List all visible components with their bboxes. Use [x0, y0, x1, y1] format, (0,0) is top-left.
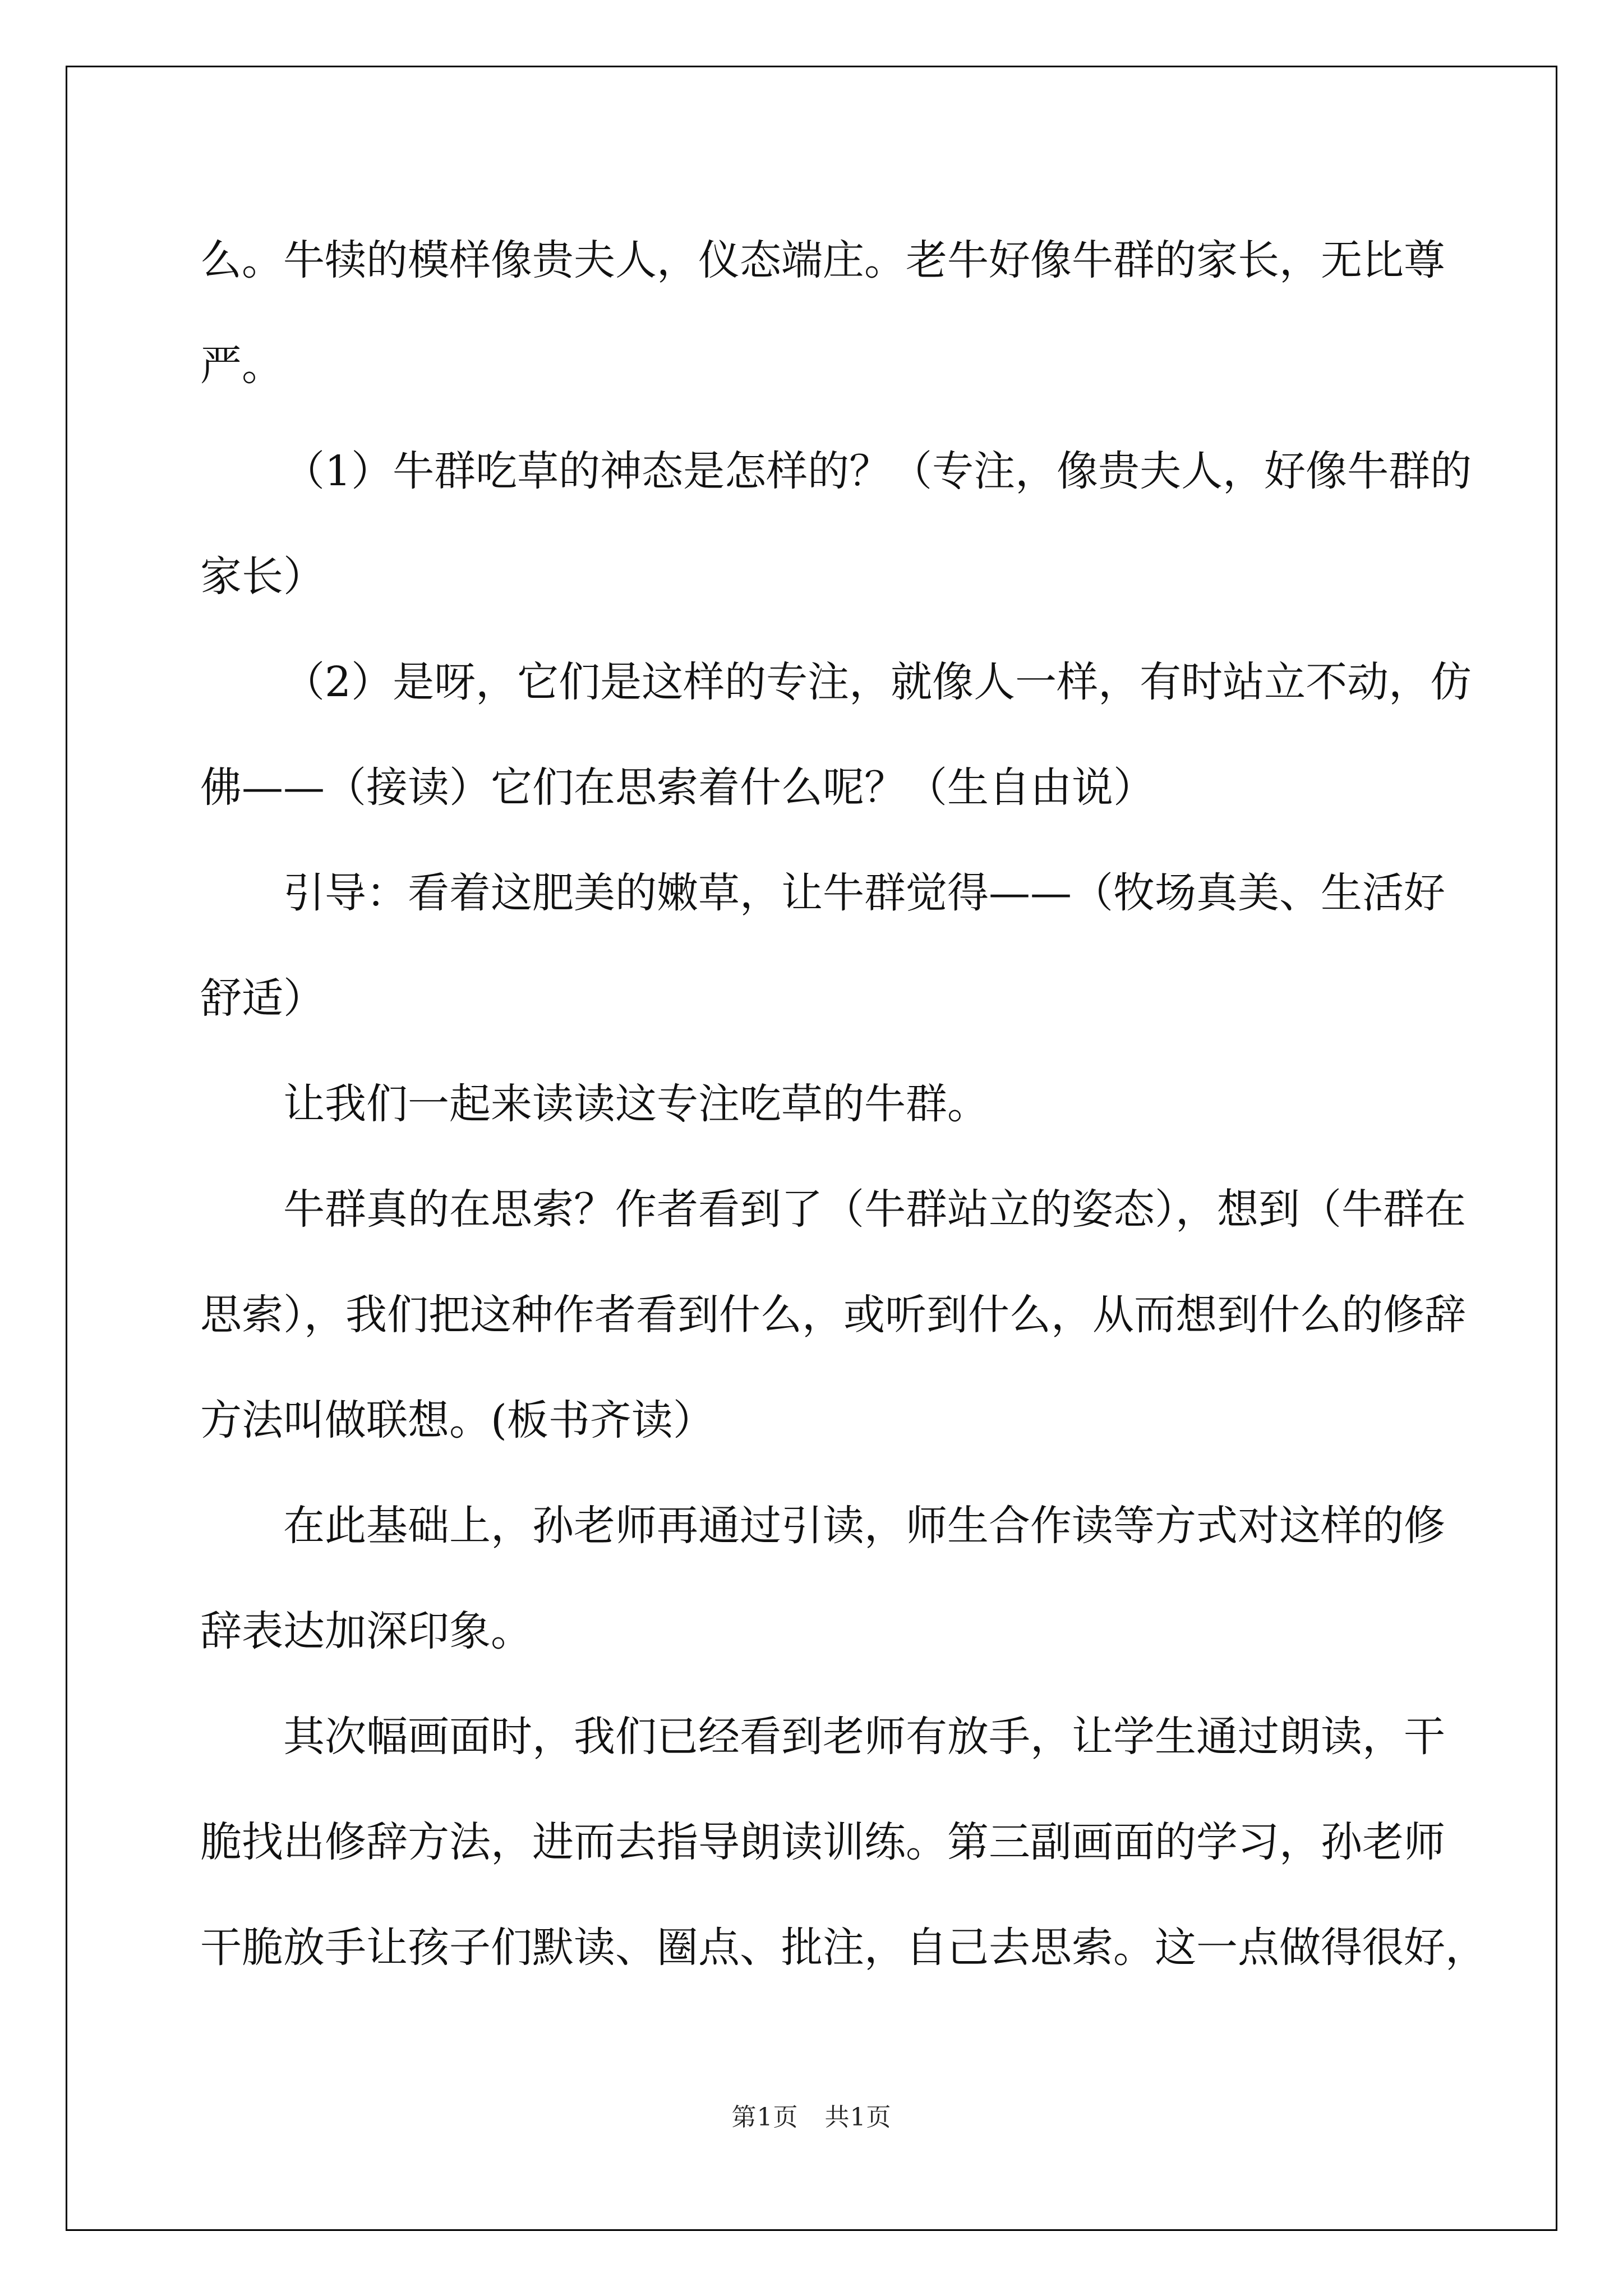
text-line: 牛群真的在思索？作者看到了（牛群站立的姿态），想到（牛群在: [283, 1185, 1466, 1234]
paragraph-2: [200, 418, 1472, 629]
text-line: 干脆放手让孩子们默读、圈点、批注，自己去思索。这一点做得很好，: [200, 1924, 1487, 1972]
page-footer: [0, 2097, 1623, 2133]
paragraph-8: [200, 1684, 1487, 2000]
text-line: 佛——（接读）它们在思索着什么呢？（生自由说）: [200, 763, 1155, 812]
text-line: 思索），我们把这种作者看到什么，或听到什么，从而想到什么的修辞: [200, 1291, 1466, 1339]
text-line: 么。牛犊的模样像贵夫人，仪态端庄。老牛好像牛群的家长，无比尊: [200, 236, 1445, 284]
text-line: （1）牛群吃草的神态是怎样的？（专注，像贵夫人，好像牛群的: [283, 447, 1472, 495]
paragraph-1: [200, 208, 1445, 418]
text-line: 引导：看着这肥美的嫩草，让牛群觉得——（牧场真美、生活好: [283, 869, 1445, 917]
text-line: 辞表达加深印象。: [200, 1607, 532, 1655]
text-line: 让我们一起来读读这专注吃草的牛群。: [283, 1080, 989, 1128]
text-line: 脆找出修辞方法，进而去指导朗读训练。第三副画面的学习，孙老师: [200, 1818, 1445, 1866]
page-number-total: 共1页: [824, 2103, 892, 2132]
text-line: 在此基础上，孙老师再通过引读，师生合作读等方式对这样的修: [283, 1502, 1445, 1550]
text-line: 舒适）: [200, 974, 325, 1023]
paragraph-3: [200, 629, 1472, 840]
paragraph-7: [200, 1473, 1445, 1684]
text-line: （2）是呀，它们是这样的专注，就像人一样，有时站立不动，仿: [283, 658, 1472, 706]
text-line: 其次幅画面时，我们已经看到老师有放手，让学生通过朗读，干: [283, 1713, 1445, 1761]
paragraph-5: [200, 1051, 1428, 1157]
text-line: 家长）: [200, 553, 325, 601]
paragraph-6: [200, 1157, 1466, 1473]
page-number-current: 第1页: [731, 2103, 799, 2132]
text-line: 严。: [200, 342, 283, 390]
paragraph-4: [200, 840, 1445, 1051]
text-line: 方法叫做联想。(板书齐读）: [200, 1396, 714, 1444]
document-body: [200, 208, 1487, 2000]
